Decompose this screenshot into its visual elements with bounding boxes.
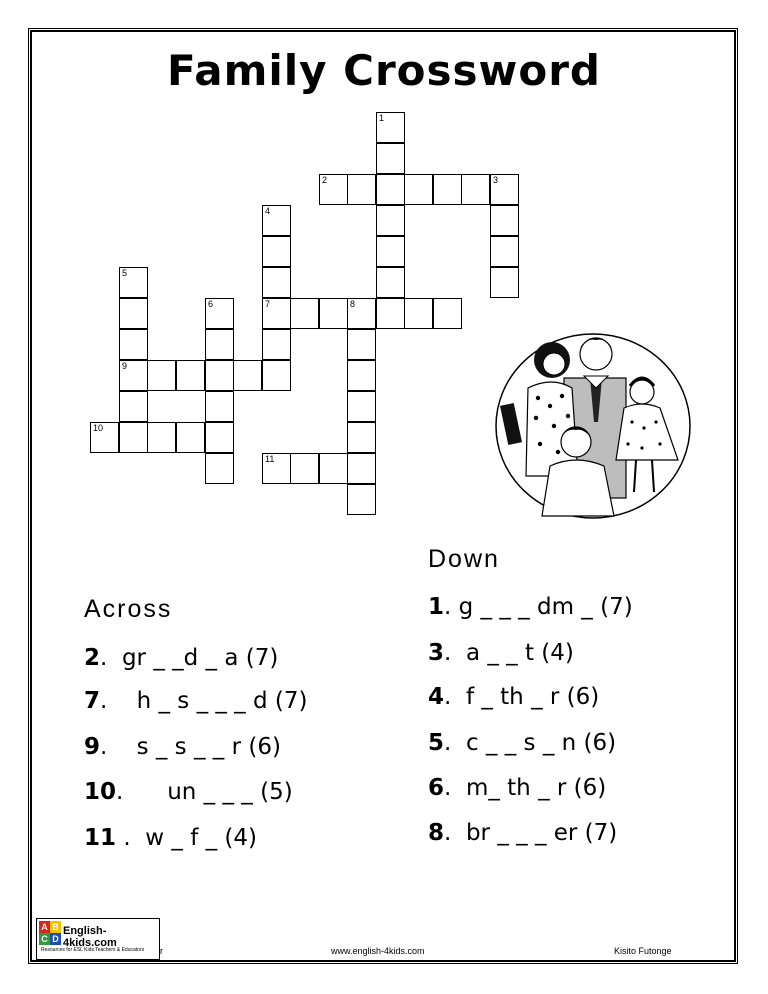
clue-text: . c _ _ s _ n (6) [444,730,617,756]
clue-number: 6 [428,775,445,801]
clue-text: . f _ th _ r (6) [444,684,600,710]
clue-text: . un _ _ _ (5) [116,779,293,805]
clue-text: . h _ s _ _ _ d (7) [100,688,308,714]
clue-number: 4 [428,684,445,710]
clue-text: . g _ _ _ dm _ (7) [444,594,633,620]
clue-text: . a _ _ t (4) [444,640,574,666]
footer-fragment: r [160,946,163,956]
clue-number: 3 [493,175,499,185]
clue-text: . s _ s _ _ r (6) [100,734,281,760]
down-clue-5 [428,730,616,756]
clue-number: 10 [84,779,117,805]
footer-website[interactable]: www.english-4kids.com [331,946,425,956]
clue-number: 8 [428,820,445,846]
logo-block: A [39,921,50,933]
clue-number: 4 [265,206,271,216]
clue-number: 9 [84,734,101,760]
clue-text: . br _ _ _ er (7) [444,820,618,846]
down-clue-3 [428,640,574,666]
across-clue-10 [84,779,293,805]
across-clue-2 [84,645,278,671]
clue-number: 2 [322,175,328,185]
clue-number: 6 [208,299,214,309]
family-illustration [492,326,694,522]
down-clue-8 [428,820,617,846]
logo-blocks-icon [39,921,61,945]
across-clue-9 [84,734,281,760]
clue-number: 9 [122,361,128,371]
clue-number: 3 [428,640,445,666]
clue-number: 11 [265,454,275,464]
down-heading: Down [428,545,500,573]
clue-number: 11 [84,825,117,851]
down-clue-4 [428,684,599,710]
footer-author: Kisito Futonge [614,946,672,956]
clue-number: 8 [350,299,356,309]
down-clue-1 [428,594,633,620]
clue-text: . gr _ _d _ a (7) [100,645,279,671]
site-logo[interactable] [36,918,160,960]
clue-number: 2 [84,645,101,671]
clue-number: 5 [428,730,445,756]
down-clue-6 [428,775,606,801]
clue-number: 10 [93,423,104,433]
logo-block: D [50,933,61,945]
clue-number: 1 [379,113,385,123]
across-clue-7 [84,688,308,714]
logo-block: B [50,921,61,933]
clue-number: 7 [84,688,101,714]
logo-subtitle: Resources for ESL Kids Teachers & Educators [41,947,145,953]
clue-number: 5 [122,268,128,278]
across-clue-11 [84,825,257,851]
clue-number: 7 [265,299,271,309]
logo-name: English-4kids.com [63,925,117,949]
clue-number: 1 [428,594,445,620]
clue-text: . w _ f _ (4) [116,825,257,851]
page-title: Family Crossword [167,46,601,95]
logo-block: C [39,933,50,945]
across-heading: Across [84,595,173,623]
clue-text: . m_ th _ r (6) [444,775,607,801]
